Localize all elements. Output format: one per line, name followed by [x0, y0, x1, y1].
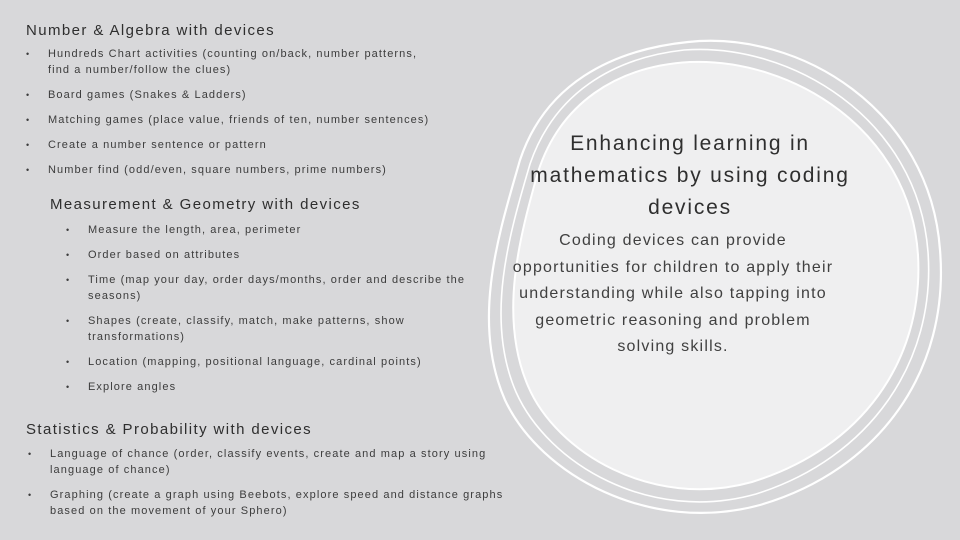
- list-item: • Number find (odd/even, square numbers, prime numbers): [26, 162, 436, 178]
- list-item: • Matching games (place value, friends of ten, number sentences): [26, 112, 436, 128]
- list-item: • Time (map your day, order days/months, order and describe the seasons): [66, 272, 466, 304]
- algebra-heading: Number & Algebra with devices: [26, 22, 276, 39]
- list-item: • Location (mapping, positional language, cardinal points): [66, 354, 466, 370]
- measurement-list: [66, 222, 466, 404]
- panel-title: Enhancing learning in mathematics by using coding devices: [530, 132, 850, 219]
- list-item: • Order based on attributes: [66, 247, 466, 263]
- statistics-list: [28, 446, 528, 528]
- statistics-heading: Statistics & Probability with devices: [26, 421, 313, 438]
- list-item: • Shapes (create, classify, match, make patterns, show transformations): [66, 313, 466, 345]
- list-item: • Hundreds Chart activities (counting on/back, number patterns, find a number/follow the clues): [26, 46, 436, 78]
- list-item: • Measure the length, area, perimeter: [66, 222, 466, 238]
- panel-body: Coding devices can provide opportunities for children to apply their understanding while also tapping into geometric reasoning and problem solving skills.: [512, 232, 834, 355]
- list-item: • Graphing (create a graph using Beebots, explore speed and distance graphs based on the movement of your Sphero): [28, 487, 528, 519]
- list-item: • Create a number sentence or pattern: [26, 137, 436, 153]
- list-item: • Language of chance (order, classify events, create and map a story using language of chance): [28, 446, 528, 478]
- list-item: • Explore angles: [66, 379, 466, 395]
- list-item: • Board games (Snakes & Ladders): [26, 87, 436, 103]
- measurement-heading: Measurement & Geometry with devices: [50, 196, 361, 213]
- algebra-list: [26, 46, 436, 187]
